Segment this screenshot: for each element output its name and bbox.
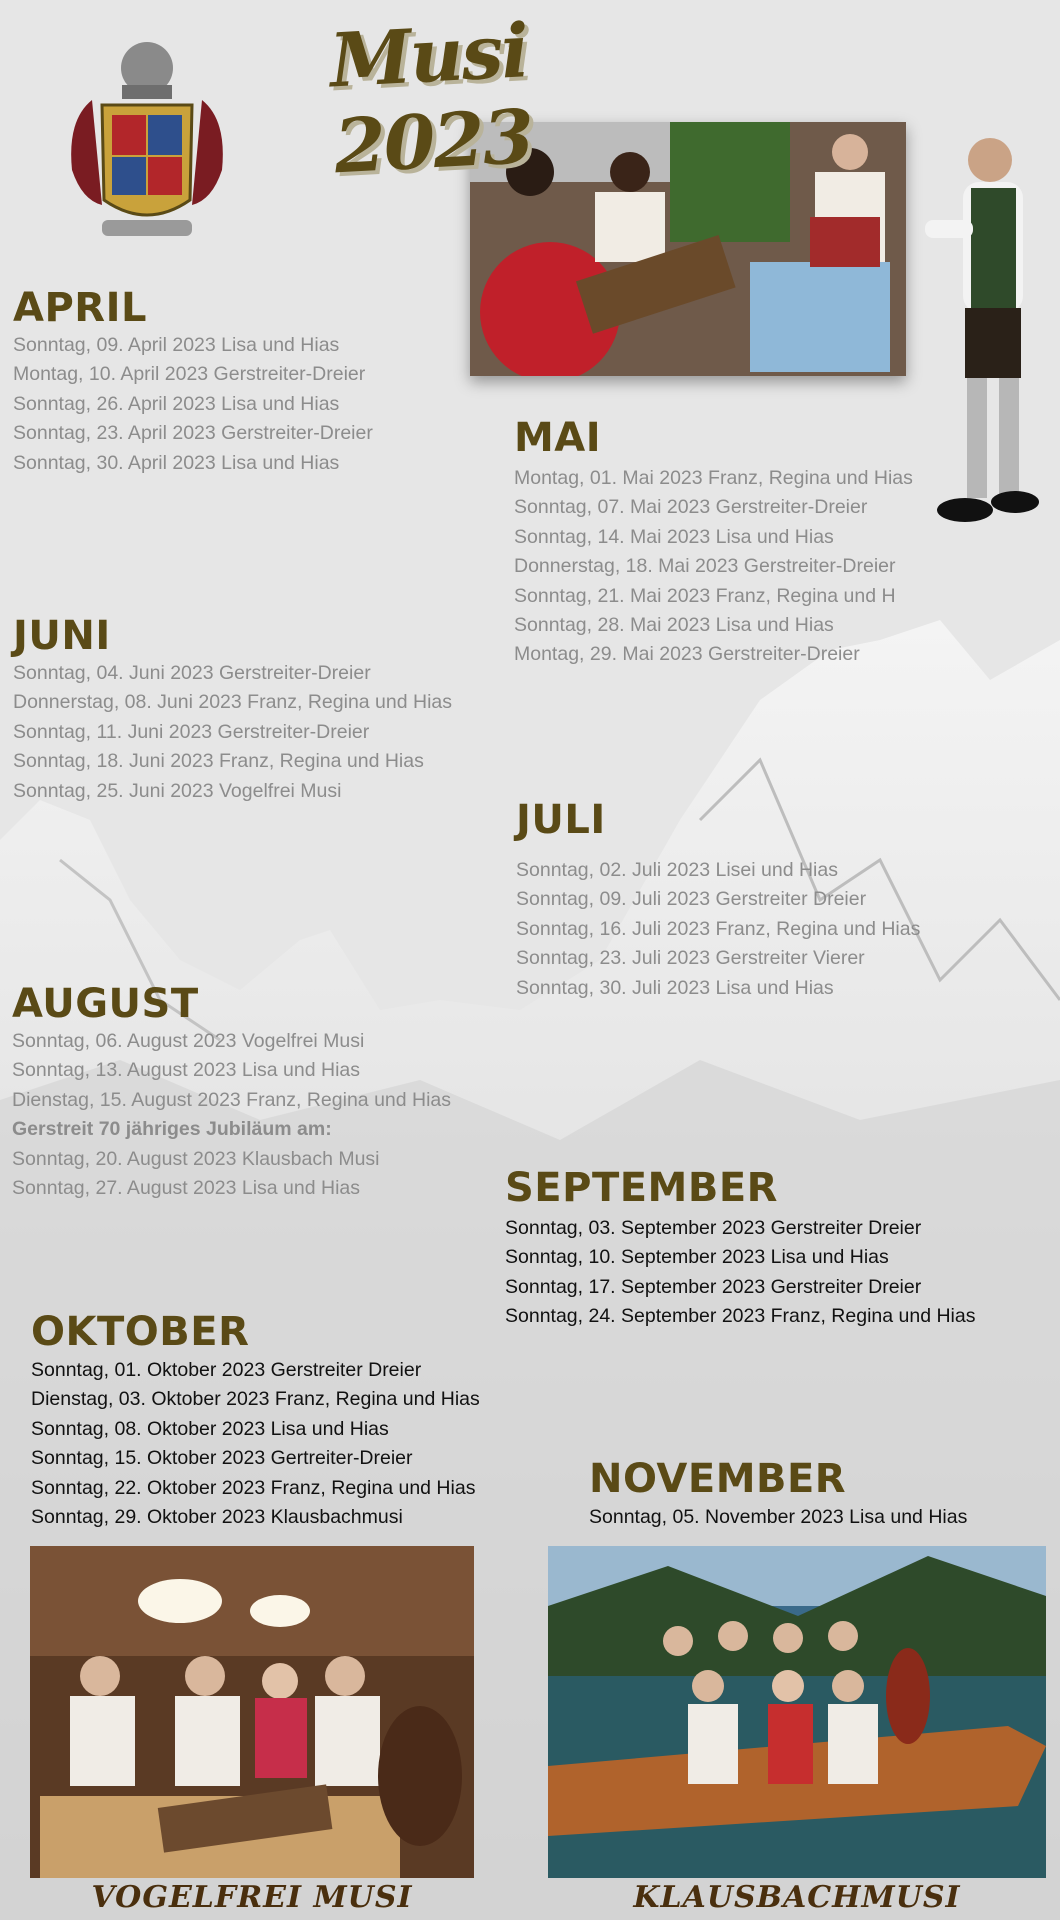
month-heading: MAI xyxy=(514,415,602,461)
month-section-november xyxy=(589,1457,967,1532)
list-item: Sonntag, 28. Mai 2023 Lisa und Hias xyxy=(514,614,834,637)
month-heading: NOVEMBER xyxy=(589,1456,847,1502)
list-item: Sonntag, 02. Juli 2023 Lisei und Hias xyxy=(516,859,838,881)
month-heading: OKTOBER xyxy=(31,1309,250,1355)
month-section-april xyxy=(13,286,373,478)
month-heading: JUNI xyxy=(13,613,111,659)
month-section-mai xyxy=(514,416,913,670)
list-item: Sonntag, 21. Mai 2023 Franz, Regina und H xyxy=(514,584,896,607)
list-item: Sonntag, 27. August 2023 Lisa und Hias xyxy=(12,1177,361,1200)
list-item: Sonntag, 09. April 2023 Lisa und Hias xyxy=(13,334,340,356)
caption-vogelfrei-musi: VOGELFREI MUSI xyxy=(91,1880,413,1915)
list-item: Sonntag, 18. Juni 2023 Franz, Regina und Hias xyxy=(13,750,424,773)
page-title: Musi 2023 xyxy=(327,8,535,191)
month-section-september xyxy=(505,1166,975,1332)
list-item: Sonntag, 22. Oktober 2023 Franz, Regina und Hias xyxy=(31,1476,476,1499)
list-item: Sonntag, 11. Juni 2023 Gerstreiter-Dreier xyxy=(13,720,370,743)
list-item: Sonntag, 23. April 2023 Gerstreiter-Dreier xyxy=(13,422,373,445)
list-item: Sonntag, 30. April 2023 Lisa und Hias xyxy=(13,451,340,474)
coat-of-arms-logo xyxy=(62,30,232,245)
list-item: Sonntag, 03. September 2023 Gerstreiter Dreier xyxy=(505,1217,922,1239)
list-item: Dienstag, 15. August 2023 Franz, Regina und Hias xyxy=(12,1088,452,1111)
zither-players-photo xyxy=(470,122,906,376)
list-item: Sonntag, 16. Juli 2023 Franz, Regina und Hias xyxy=(516,917,921,940)
caption-klausbachmusi: KLAUSBACHMUSI xyxy=(633,1880,961,1915)
list-item: Donnerstag, 18. Mai 2023 Gerstreiter-Dreier xyxy=(514,555,896,578)
list-item: Sonntag, 23. Juli 2023 Gerstreiter Vierer xyxy=(516,947,865,970)
klausbachmusi-photo xyxy=(548,1546,1046,1878)
standing-musician-figure xyxy=(905,130,1055,620)
list-item: Montag, 01. Mai 2023 Franz, Regina und Hias xyxy=(514,467,913,489)
list-item: Sonntag, 04. Juni 2023 Gerstreiter-Dreier xyxy=(13,662,371,684)
month-heading: SEPTEMBER xyxy=(505,1165,778,1211)
list-item: Sonntag, 08. Oktober 2023 Lisa und Hias xyxy=(31,1417,389,1440)
list-item: Donnerstag, 08. Juni 2023 Franz, Regina und Hias xyxy=(13,691,453,714)
list-item: Sonntag, 15. Oktober 2023 Gertreiter-Dreier xyxy=(31,1447,413,1470)
month-heading: AUGUST xyxy=(12,981,199,1027)
list-item: Sonntag, 29. Oktober 2023 Klausbachmusi xyxy=(31,1506,403,1529)
list-item: Sonntag, 30. Juli 2023 Lisa und Hias xyxy=(516,976,834,999)
list-item: Sonntag, 24. September 2023 Franz, Regina und Hias xyxy=(505,1305,976,1328)
month-section-juli xyxy=(516,798,920,1003)
list-item: Sonntag, 13. August 2023 Lisa und Hias xyxy=(12,1059,361,1082)
list-item: Sonntag, 01. Oktober 2023 Gerstreiter Dreier xyxy=(31,1359,422,1381)
anniversary-note: Gerstreit 70 jähriges Jubiläum am: xyxy=(12,1118,332,1141)
list-item: Sonntag, 10. September 2023 Lisa und Hias xyxy=(505,1246,889,1269)
month-heading: JULI xyxy=(516,797,606,843)
month-heading: APRIL xyxy=(13,285,147,331)
month-section-august xyxy=(12,982,451,1203)
list-item: Sonntag, 25. Juni 2023 Vogelfrei Musi xyxy=(13,779,342,802)
list-item: Sonntag, 05. November 2023 Lisa und Hias xyxy=(589,1506,968,1528)
vogelfrei-musi-photo xyxy=(30,1546,474,1878)
list-item: Sonntag, 06. August 2023 Vogelfrei Musi xyxy=(12,1030,365,1052)
list-item: Sonntag, 09. Juli 2023 Gerstreiter Dreier xyxy=(516,888,867,911)
list-item: Montag, 10. April 2023 Gerstreiter-Dreier xyxy=(13,363,366,386)
list-item: Sonntag, 17. September 2023 Gerstreiter Dreier xyxy=(505,1275,922,1298)
list-item: Sonntag, 26. April 2023 Lisa und Hias xyxy=(13,392,340,415)
month-section-juni xyxy=(13,614,452,806)
list-item: Dienstag, 03. Oktober 2023 Franz, Regina und Hias xyxy=(31,1388,480,1411)
list-item: Sonntag, 20. August 2023 Klausbach Musi xyxy=(12,1147,380,1170)
list-item: Sonntag, 07. Mai 2023 Gerstreiter-Dreier xyxy=(514,496,868,519)
list-item: Montag, 29. Mai 2023 Gerstreiter-Dreier xyxy=(514,643,860,666)
list-item: Sonntag, 14. Mai 2023 Lisa und Hias xyxy=(514,525,834,548)
month-section-oktober xyxy=(31,1310,480,1532)
